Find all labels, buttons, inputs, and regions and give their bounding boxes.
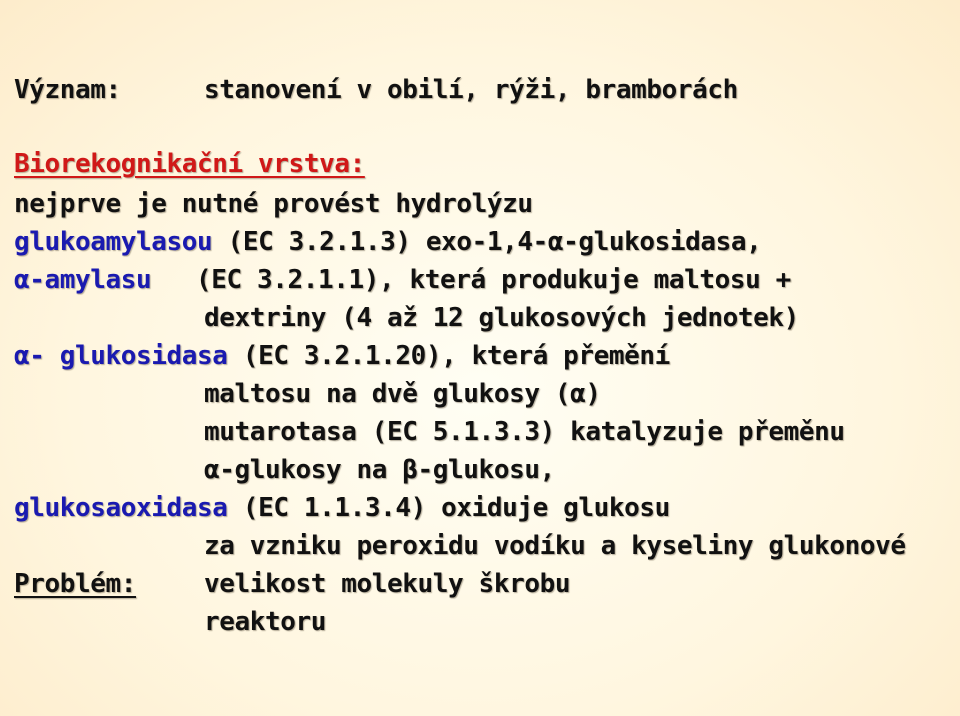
line-peroxid: za vzniku peroxidu vodíku a kyseliny glukonové	[204, 531, 906, 561]
line-glukoamylasa: glukoamylasou (EC 3.2.1.3) exo-1,4-α-glukosidasa,	[14, 227, 762, 257]
line-mutarotasa: mutarotasa (EC 5.1.3.3) katalyzuje přeměnu	[204, 417, 845, 447]
line-amylasa-text: (EC 3.2.1.1), která produkuje maltosu +	[196, 265, 791, 295]
biorek-heading: Biorekognikační vrstva:	[14, 149, 365, 179]
label-problem: Problém:	[14, 569, 137, 599]
line-maltosu: maltosu na dvě glukosy (α)	[204, 379, 601, 409]
line-vyznam	[14, 74, 121, 106]
line-hydrolyza: nejprve je nutné provést hydrolýzu	[14, 189, 533, 219]
line-reaktoru: reaktoru	[204, 607, 327, 637]
line-dextriny: dextriny (4 až 12 glukosových jednotek)	[204, 303, 799, 333]
text-problem: velikost molekuly škrobu	[204, 569, 571, 599]
label-vyznam: Význam:	[14, 75, 121, 105]
line-glukosidasa: α- glukosidasa (EC 3.2.1.20), která přemění	[14, 341, 670, 371]
line-alfa-beta: α-glukosy na β-glukosu,	[204, 455, 555, 485]
line-glukosaoxidasa: glukosaoxidasa (EC 1.1.3.4) oxiduje glukosu	[14, 493, 670, 523]
line-amylasa: α-amylasu	[14, 265, 152, 295]
text-vyznam: stanovení v obilí, rýži, bramborách	[204, 75, 738, 105]
